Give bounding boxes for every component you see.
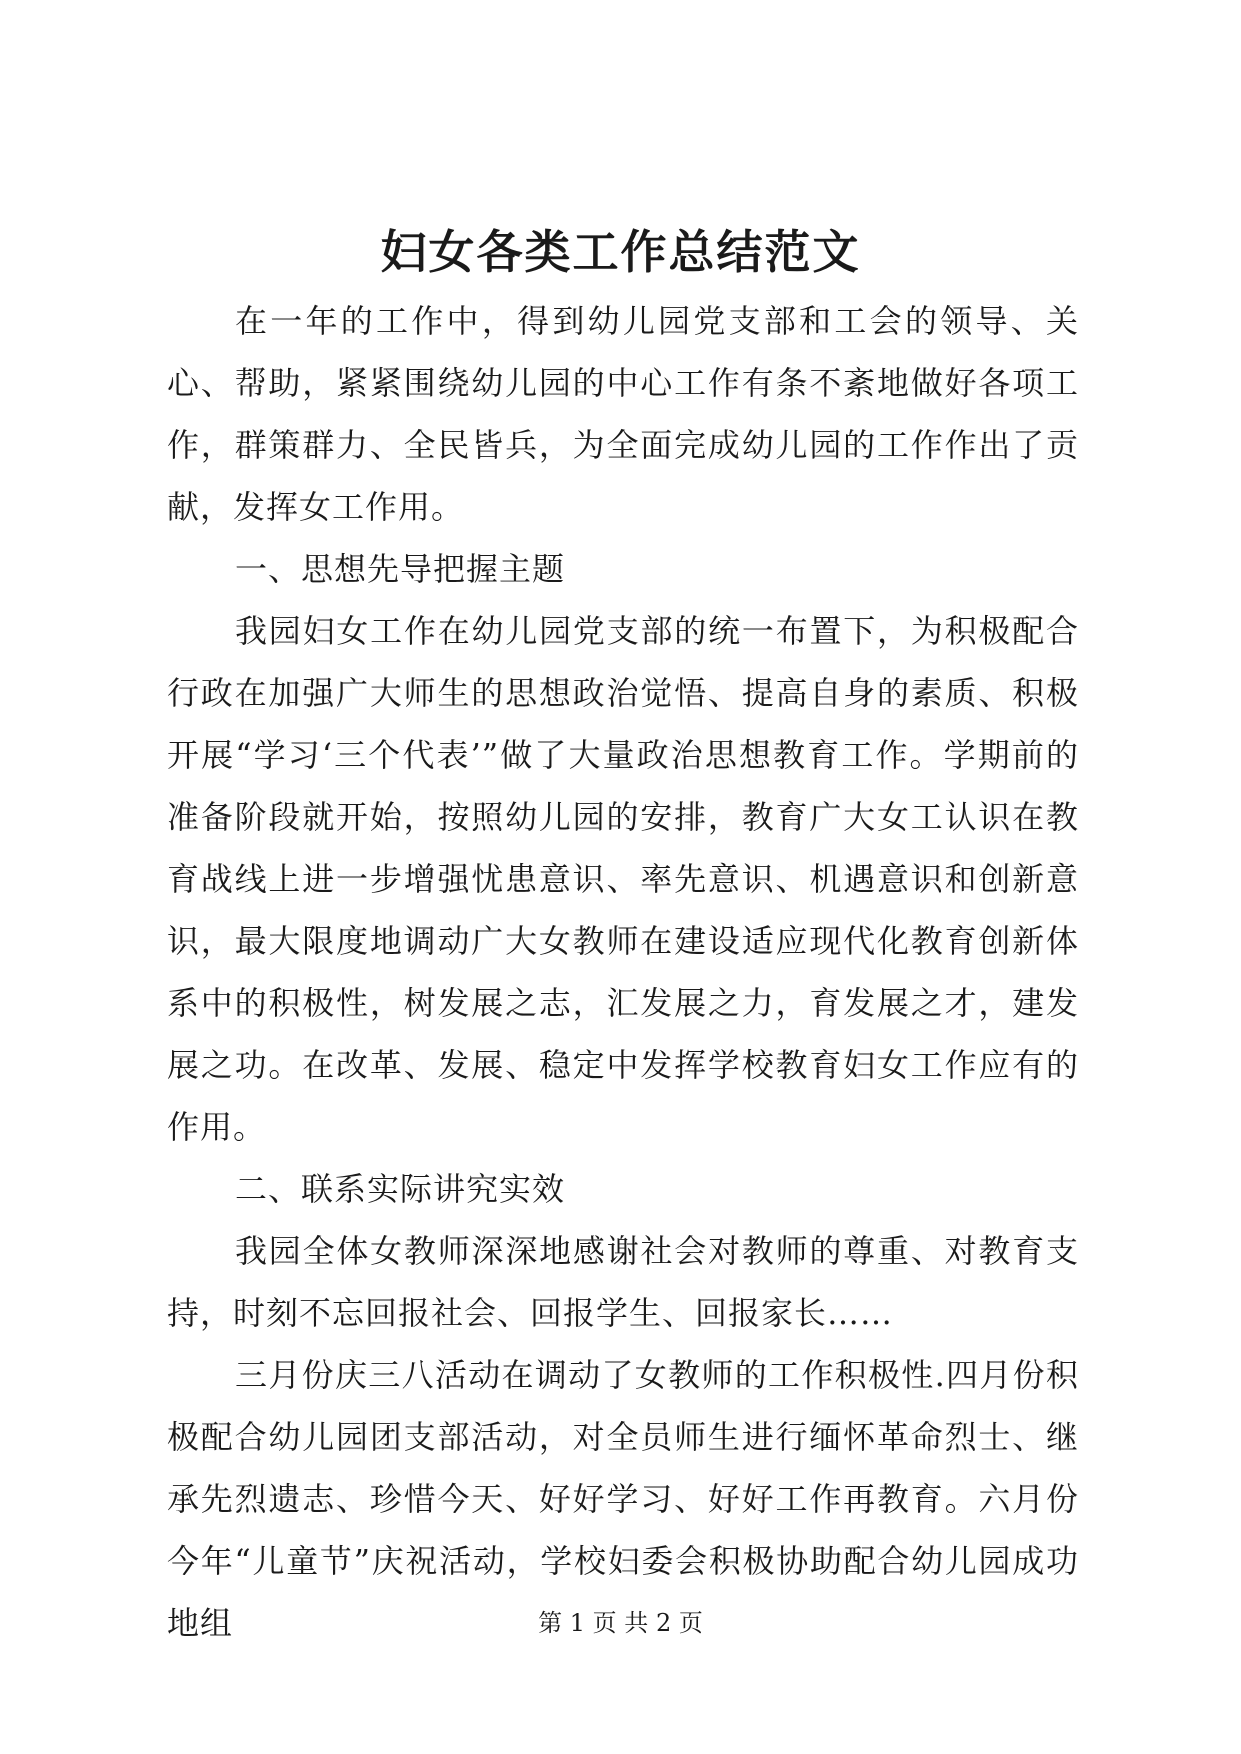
document-body	[167, 290, 1079, 1654]
intro-paragraph: 在一年的工作中，得到幼儿园党支部和工会的领导、关心、帮助，紧紧围绕幼儿园的中心工作有条不紊地做好各项工作，群策群力、全民皆兵，为全面完成幼儿园的工作作出了贡献，发挥女工作用。	[167, 302, 1079, 526]
section-1-paragraph: 我园妇女工作在幼儿园党支部的统一布置下，为积极配合行政在加强广大师生的思想政治觉悟、提高自身的素质、积极开展“学习‘三个代表’”做了大量政治思想教育工作。学期前的准备阶段就开始，按照幼儿园的安排，教育广大女工认识在教育战线上进一步增强忧患意识、率先意识、机遇意识和创新意识，最大限度地调动广大女教师在建设适应现代化教育创新体系中的积极性，树发展之志，汇发展之力，育发展之才，建发展之功。在改革、发展、稳定中发挥学校教育妇女工作应有的作用。	[167, 612, 1079, 1146]
section-2-paragraph-1: 我园全体女教师深深地感谢社会对教师的尊重、对教育支持，时刻不忘回报社会、回报学生、回报家长……	[167, 1232, 1079, 1332]
section-2-paragraph-2: 三月份庆三八活动在调动了女教师的工作积极性.四月份积极配合幼儿园团支部活动，对全员师生进行缅怀革命烈士、继承先烈遗志、珍惜今天、好好学习、好好工作再教育。六月份今年“儿童节”庆祝活动，学校妇委会积极协助配合幼儿园成功地组	[167, 1356, 1079, 1642]
section-heading-2: 二、联系实际讲究实效	[235, 1170, 566, 1208]
section-heading-1: 一、思想先导把握主题	[235, 550, 566, 588]
document-title: 妇女各类工作总结范文	[380, 225, 861, 279]
page-number-footer: 第 1 页 共 2 页	[538, 1609, 703, 1637]
